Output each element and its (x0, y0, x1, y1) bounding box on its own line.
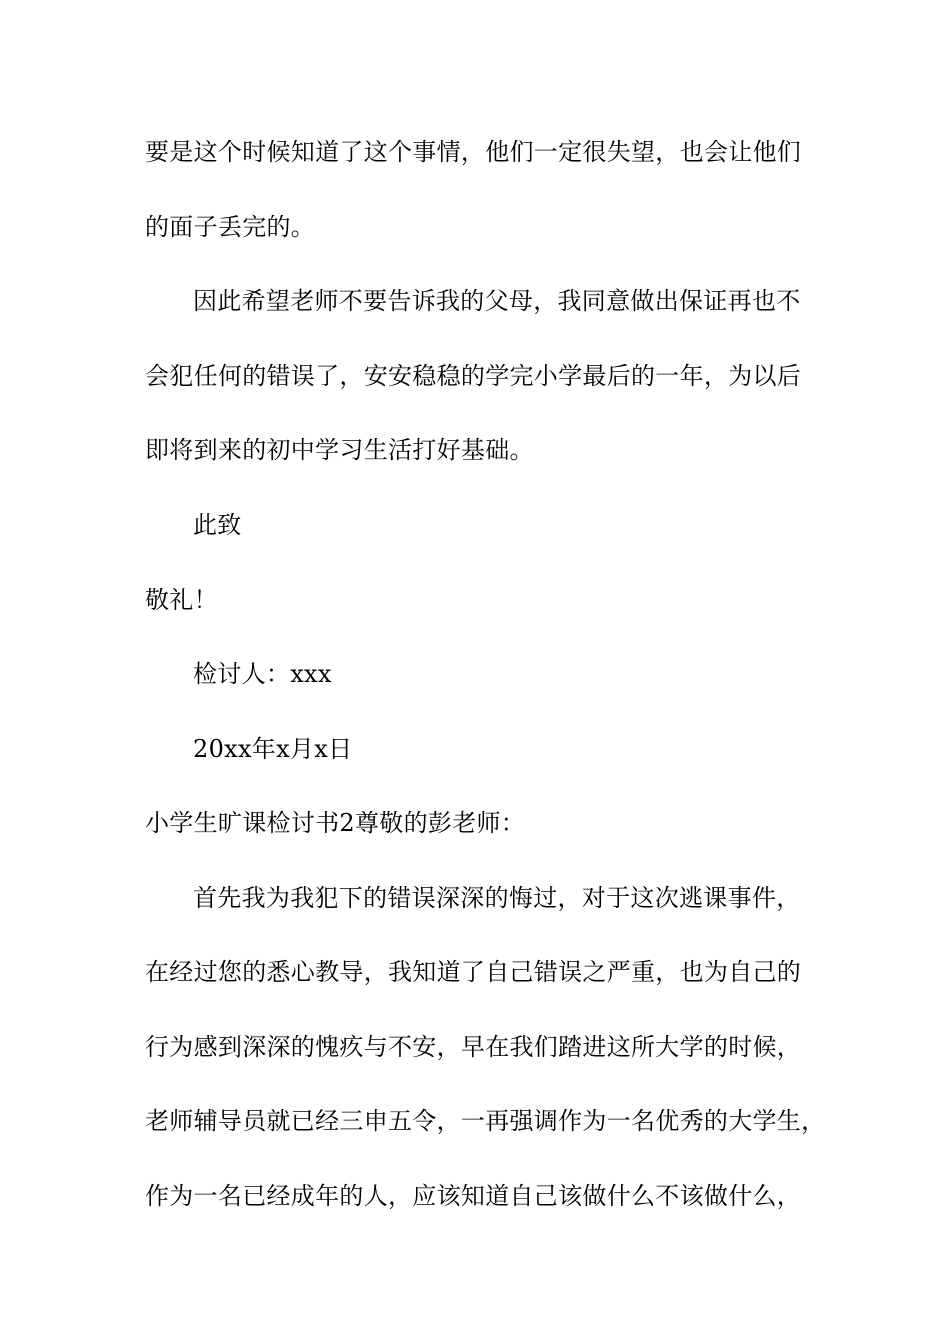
text-line: 会犯任何的错误了，安安稳稳的学完小学最后的一年，为以后 (145, 362, 802, 390)
paragraph-start-line: 首先我为我犯下的错误深深的悔过，对于这次逃课事件， (193, 884, 801, 912)
section-heading: 小学生旷课检讨书2尊敬的彭老师： (145, 809, 526, 837)
text-line: 老师辅导员就已经三申五令，一再强调作为一名优秀的大学生， (145, 1107, 826, 1135)
text-line: 作为一名已经成年的人，应该知道自己该做什么不该做什么， (145, 1182, 802, 1210)
text-line: 的面子丢完的。 (145, 213, 316, 241)
salutation: 敬礼！ (145, 586, 218, 614)
paragraph-start-line: 因此希望老师不要告诉我的父母，我同意做出保证再也不 (193, 287, 801, 315)
text-line: 行为感到深深的愧疚与不安，早在我们踏进这所大学的时候， (145, 1033, 802, 1061)
closing-phrase: 此致 (193, 511, 242, 539)
signer-line: 检讨人：xxx (193, 660, 332, 688)
text-line: 即将到来的初中学习生活打好基础。 (145, 436, 534, 464)
text-line: 在经过您的悉心教导，我知道了自己错误之严重，也为自己的 (145, 958, 802, 986)
text-line: 要是这个时候知道了这个事情，他们一定很失望，也会让他们 (145, 138, 802, 166)
date-line: 20xx年x月x日 (193, 735, 353, 763)
